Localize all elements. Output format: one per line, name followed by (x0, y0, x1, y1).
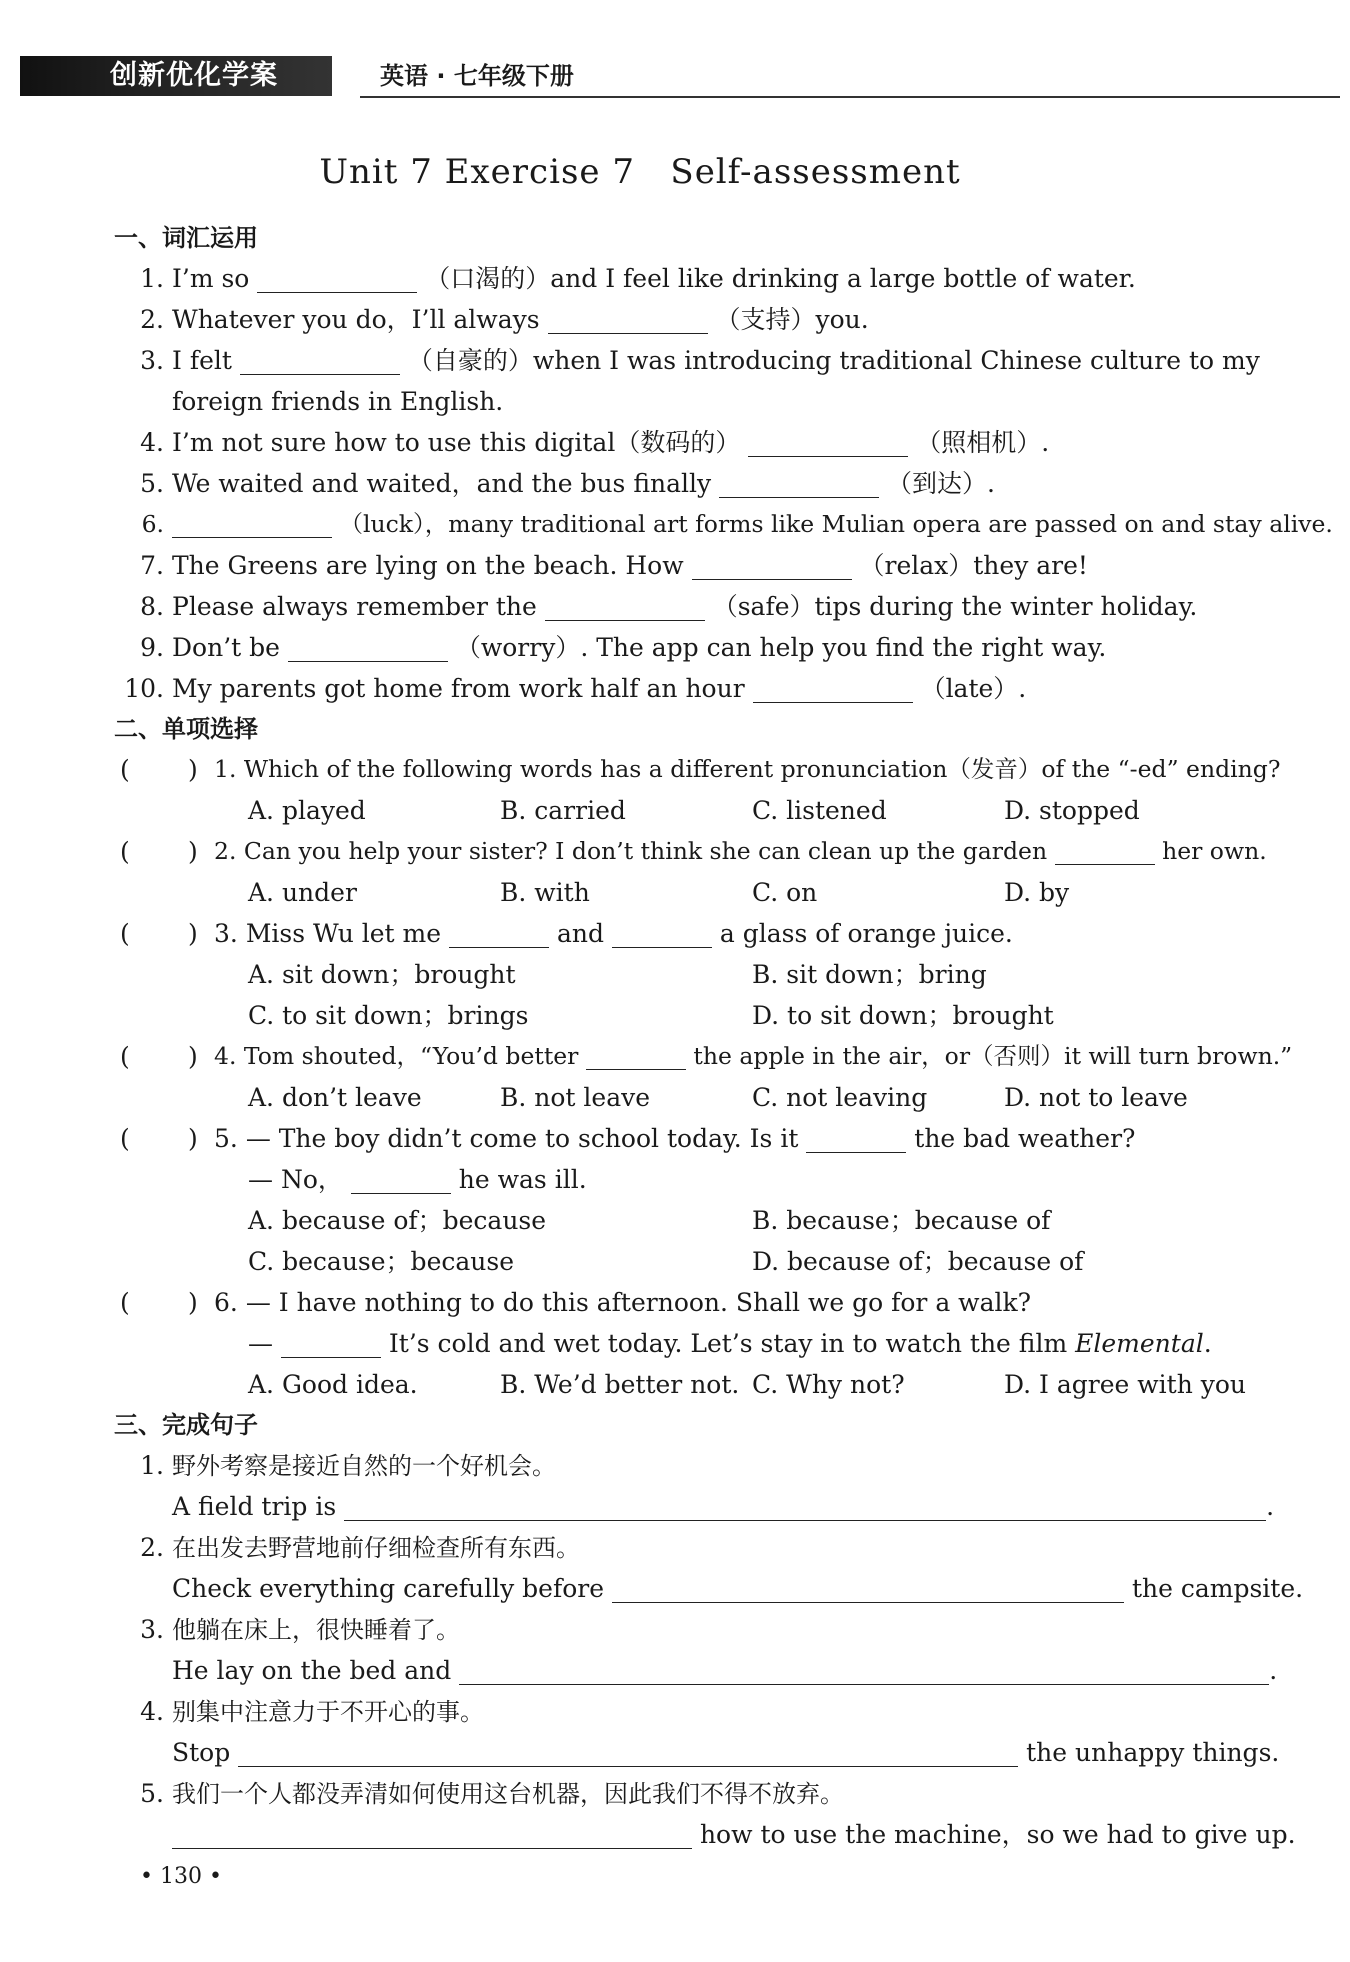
answer-blank[interactable] (612, 1574, 1124, 1603)
answer-blank[interactable] (548, 305, 708, 334)
answer-blank[interactable] (753, 674, 913, 703)
vocab-item-3-cont: foreign friends in English. (172, 387, 504, 416)
answer-blank[interactable] (719, 469, 879, 498)
vocab-item-4: 4. I’m not sure how to use this digital（数码的） （照相机）. (140, 428, 1050, 457)
option-c[interactable]: C. because；because (248, 1247, 514, 1276)
option-b[interactable]: B. because；because of (752, 1206, 1051, 1235)
section-sentence-completion-heading: 三、完成句子 (114, 1411, 258, 1439)
option-d[interactable]: D. stopped (1004, 796, 1140, 825)
page-header (20, 56, 1340, 100)
answer-blank[interactable] (240, 346, 400, 375)
option-a[interactable]: A. because of；because (248, 1206, 547, 1235)
mcq-4: ( ) 4. Tom shouted，“You’d better the apple in the air，or（否则）it will turn brown.” (120, 1042, 1293, 1071)
answer-blank[interactable] (288, 633, 448, 662)
answer-blank[interactable] (281, 1329, 381, 1358)
mcq-3-options-cd (124, 995, 1274, 1036)
section-vocabulary-heading: 一、词汇运用 (114, 224, 258, 252)
option-d[interactable]: D. not to leave (1004, 1083, 1188, 1112)
sentence-4-answer: Stop the unhappy things. (172, 1738, 1280, 1767)
mcq-4-options (124, 1077, 1274, 1118)
mcq-1: ( ) 1. Which of the following words has a different pronunciation（发音）of the “-ed” ending? (120, 755, 1281, 784)
option-b[interactable]: B. with (500, 878, 590, 907)
mcq-5-options-ab (124, 1200, 1274, 1241)
mcq-5: ( ) 5. — The boy didn’t come to school today. Is it the bad weather? (120, 1124, 1136, 1153)
brand-banner: 创新优化学案 (20, 56, 332, 96)
answer-blank[interactable] (351, 1165, 451, 1194)
sentence-2-answer: Check everything carefully before the campsite. (172, 1574, 1304, 1603)
mcq-5-options-cd (124, 1241, 1274, 1282)
header-rule (360, 96, 1340, 98)
answer-blank[interactable] (257, 264, 417, 293)
option-d[interactable]: D. because of；because of (752, 1247, 1084, 1276)
page-number: • 130 • (140, 1864, 222, 1889)
option-a[interactable]: A. sit down；brought (248, 960, 516, 989)
mcq-2: ( ) 2. Can you help your sister? I don’t think she can clean up the garden her own. (120, 837, 1267, 866)
section-multiple-choice-heading: 二、单项选择 (114, 715, 258, 743)
mcq-3-options-ab (124, 954, 1274, 995)
sentence-4-prompt: 4. 别集中注意力于不开心的事。 (140, 1697, 484, 1726)
vocab-item-7: 7. The Greens are lying on the beach. How （relax）they are! (140, 551, 1088, 580)
vocab-item-1: 1. I’m so （口渴的）and I feel like drinking a large bottle of water. (140, 264, 1136, 293)
answer-blank[interactable] (172, 509, 332, 538)
option-c[interactable]: C. not leaving (752, 1083, 928, 1112)
vocab-item-10: 10. My parents got home from work half an hour （late）. (124, 674, 1027, 703)
answer-blank[interactable] (748, 428, 908, 457)
mcq-6-reply: — It’s cold and wet today. Let’s stay in to watch the film Elemental. (248, 1329, 1212, 1358)
option-d[interactable]: D. to sit down；brought (752, 1001, 1054, 1030)
book-title: 英语 · 七年级下册 (380, 62, 574, 90)
answer-blank[interactable] (459, 1656, 1269, 1685)
option-b[interactable]: B. We’d better not. (500, 1370, 740, 1399)
answer-blank[interactable] (586, 1041, 686, 1070)
sentence-3-prompt: 3. 他躺在床上，很快睡着了。 (140, 1615, 460, 1644)
answer-blank[interactable] (238, 1738, 1018, 1767)
sentence-2-prompt: 2. 在出发去野营地前仔细检查所有东西。 (140, 1533, 580, 1562)
mcq-6: ( ) 6. — I have nothing to do this afternoon. Shall we go for a walk? (120, 1288, 1032, 1317)
mcq-2-options (124, 872, 1274, 913)
mcq-3: ( ) 3. Miss Wu let me and a glass of orange juice. (120, 919, 1013, 948)
sentence-5-prompt: 5. 我们一个人都没弄清如何使用这台机器，因此我们不得不放弃。 (140, 1779, 844, 1808)
answer-blank[interactable] (612, 919, 712, 948)
mcq-5-reply: — No， he was ill. (248, 1165, 587, 1194)
option-a[interactable]: A. played (248, 796, 366, 825)
vocab-item-3: 3. I felt （自豪的）when I was introducing traditional Chinese culture to my (140, 346, 1260, 375)
option-a[interactable]: A. don’t leave (248, 1083, 422, 1112)
exercise-content (114, 218, 1333, 1855)
option-b[interactable]: B. not leave (500, 1083, 651, 1112)
page-title: Unit 7 Exercise 7 Self-assessment (319, 152, 961, 192)
vocab-item-9: 9. Don’t be （worry）. The app can help you find the right way. (140, 633, 1107, 662)
option-b[interactable]: B. carried (500, 796, 626, 825)
answer-blank[interactable] (806, 1124, 906, 1153)
sentence-1-prompt: 1. 野外考察是接近自然的一个好机会。 (140, 1451, 556, 1480)
answer-blank[interactable] (172, 1820, 692, 1849)
vocab-item-5: 5. We waited and waited，and the bus finally （到达）. (140, 469, 995, 498)
vocab-item-2: 2. Whatever you do，I’ll always （支持）you. (140, 305, 869, 334)
mcq-1-options (124, 790, 1274, 831)
option-a[interactable]: A. under (248, 878, 357, 907)
option-d[interactable]: D. I agree with you (1004, 1370, 1247, 1399)
option-c[interactable]: C. Why not? (752, 1370, 905, 1399)
option-d[interactable]: D. by (1004, 878, 1070, 907)
sentence-3-answer: He lay on the bed and . (172, 1656, 1278, 1685)
answer-blank[interactable] (344, 1492, 1266, 1521)
mcq-6-options (124, 1364, 1274, 1405)
vocab-item-8: 8. Please always remember the （safe）tips during the winter holiday. (140, 592, 1198, 621)
sentence-1-answer: A field trip is . (172, 1492, 1275, 1521)
option-c[interactable]: C. to sit down；brings (248, 1001, 529, 1030)
vocab-item-6: 6. （luck），many traditional art forms like Mulian opera are passed on and stay alive. (141, 510, 1333, 538)
option-b[interactable]: B. sit down；bring (752, 960, 987, 989)
option-a[interactable]: A. Good idea. (248, 1370, 418, 1399)
answer-blank[interactable] (1055, 836, 1155, 865)
option-c[interactable]: C. on (752, 878, 818, 907)
option-c[interactable]: C. listened (752, 796, 887, 825)
answer-blank[interactable] (545, 592, 705, 621)
answer-blank[interactable] (449, 919, 549, 948)
answer-blank[interactable] (692, 551, 852, 580)
film-title: Elemental (1075, 1329, 1204, 1358)
sentence-5-answer: how to use the machine，so we had to give up. (124, 1814, 1274, 1855)
